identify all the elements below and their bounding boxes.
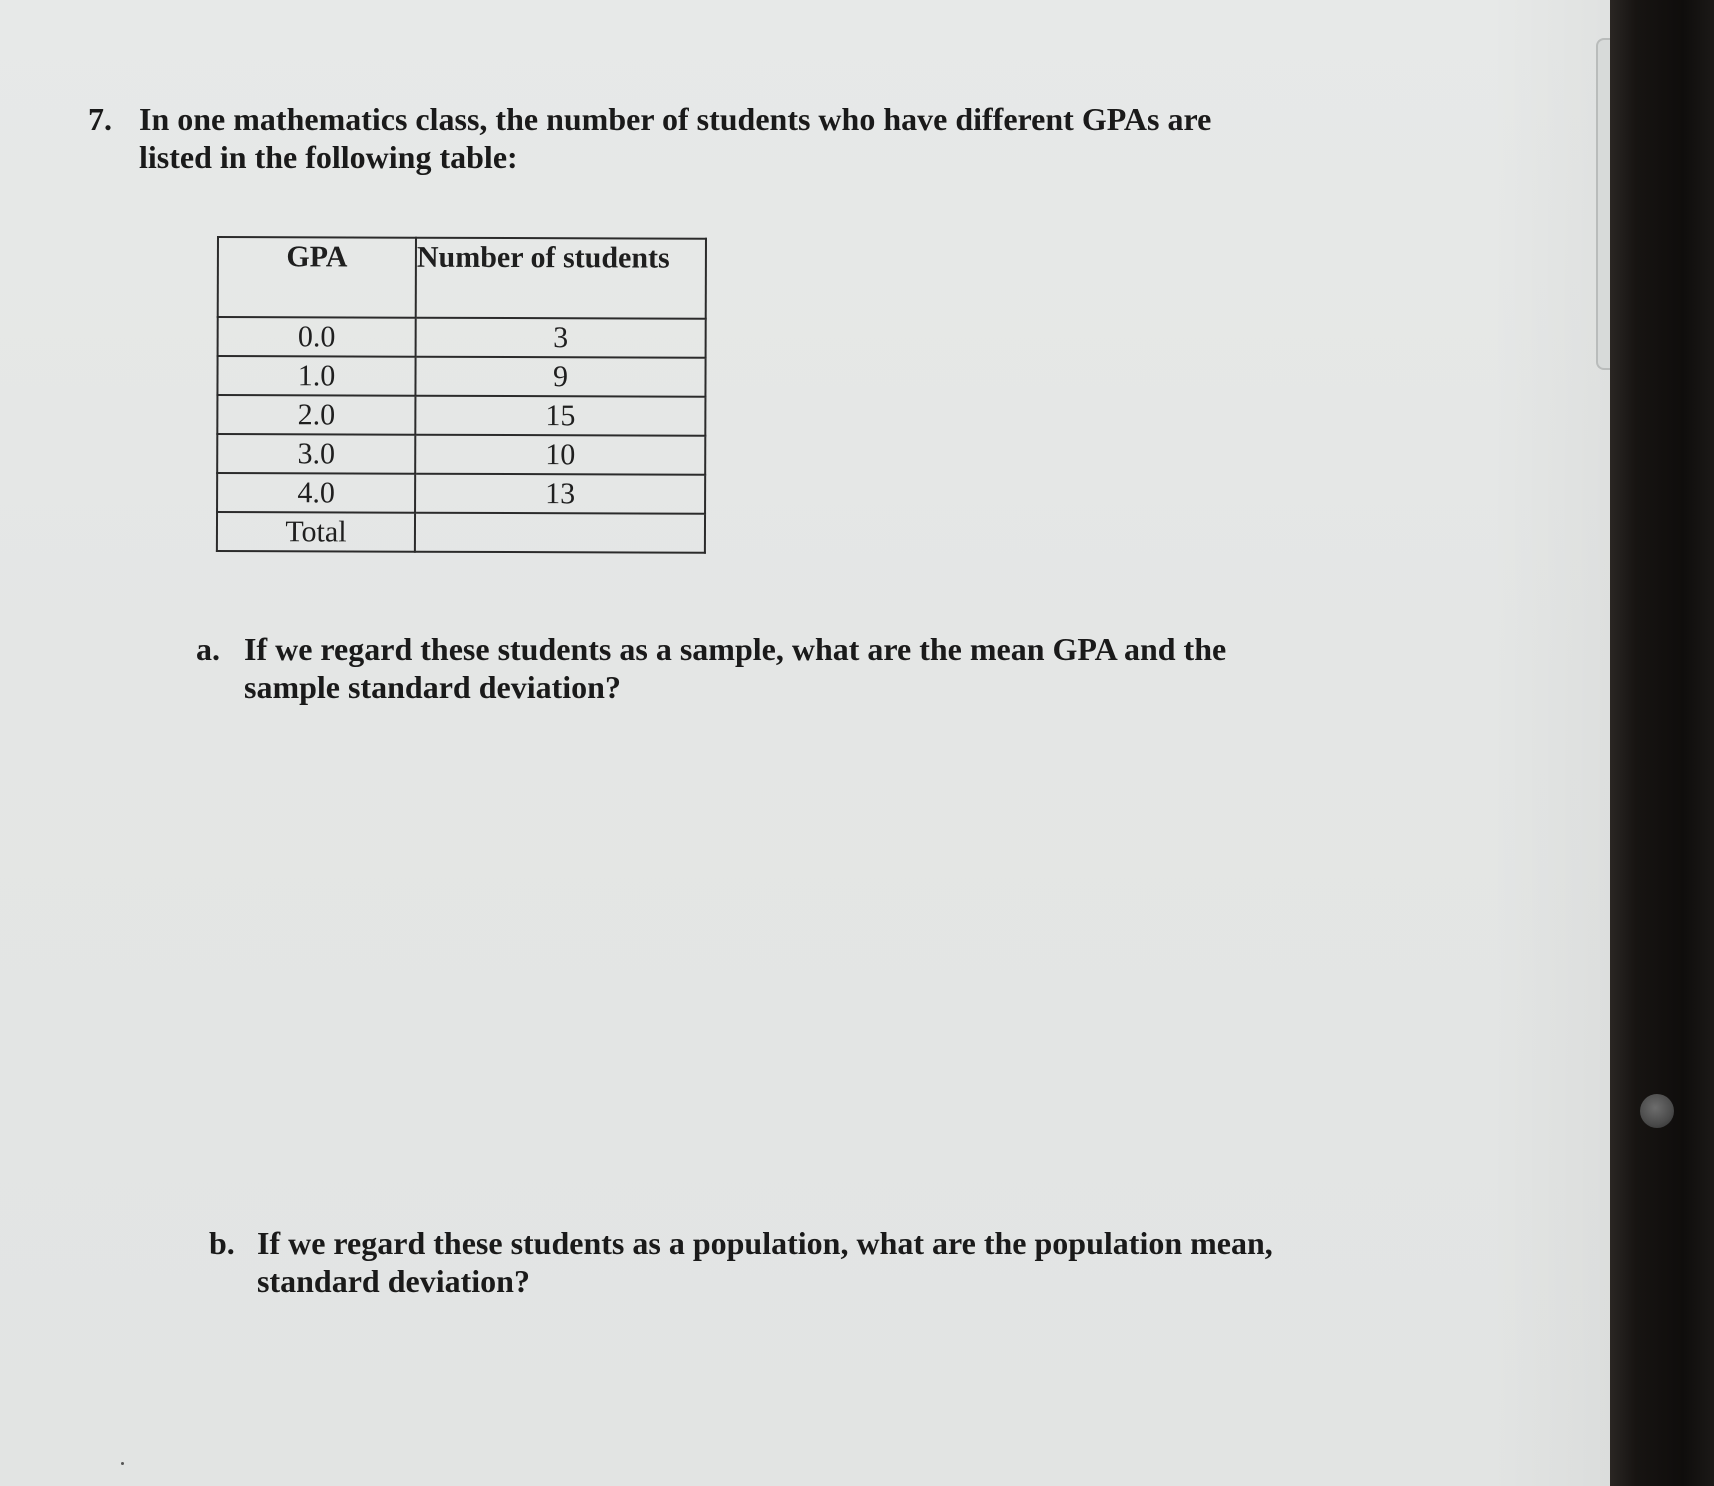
page-shadow <box>1490 0 1610 1486</box>
part-a-label: a. <box>196 631 220 667</box>
part-b-text: If we regard these students as a population, what are the population mean, standard deviation? <box>257 1225 1273 1299</box>
total-label: Total <box>217 512 415 552</box>
gpa-cell: 0.0 <box>218 317 416 357</box>
gpa-cell: 2.0 <box>217 395 415 435</box>
question-number: 7. <box>88 101 112 137</box>
table-row <box>217 356 705 397</box>
paper-speck <box>121 1462 124 1465</box>
part-a <box>196 630 1256 706</box>
device-camera-icon <box>1640 1094 1674 1128</box>
header-number-of-students: Number of students <box>416 238 706 319</box>
count-cell: 10 <box>415 435 705 475</box>
count-cell: 9 <box>415 357 705 397</box>
question-7 <box>88 100 1268 176</box>
part-b <box>209 1224 1289 1300</box>
total-value <box>415 513 705 553</box>
gpa-table <box>216 236 707 554</box>
total-row <box>217 512 705 553</box>
count-cell: 13 <box>415 474 705 514</box>
gpa-cell: 3.0 <box>217 434 415 474</box>
gpa-cell: 4.0 <box>217 473 415 513</box>
header-gpa: GPA <box>218 237 416 318</box>
count-cell: 3 <box>416 318 706 358</box>
question-text: In one mathematics class, the number of students who have different GPAs are listed in the following table: <box>139 101 1212 175</box>
part-a-text: If we regard these students as a sample, what are the mean GPA and the sample standard deviation? <box>244 631 1227 705</box>
count-cell: 15 <box>415 396 705 436</box>
table-row <box>217 395 705 436</box>
table-header-row <box>218 237 706 319</box>
table-row <box>217 473 705 514</box>
part-b-label: b. <box>209 1225 235 1261</box>
table-row <box>217 434 705 475</box>
device-bezel <box>1610 0 1714 1486</box>
table-row <box>218 317 706 358</box>
gpa-cell: 1.0 <box>217 356 415 396</box>
